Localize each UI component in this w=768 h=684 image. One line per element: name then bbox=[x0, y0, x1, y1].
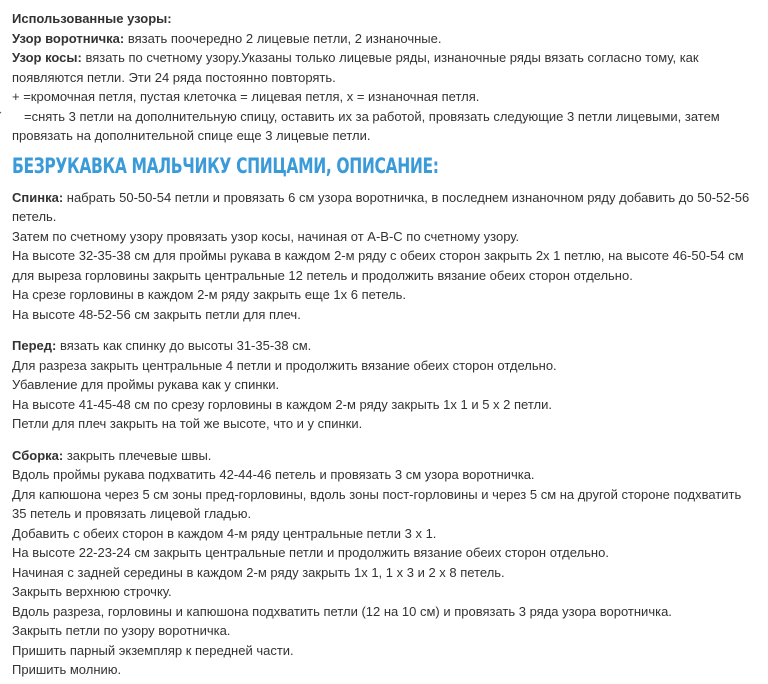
article-body bbox=[12, 9, 757, 680]
collar-pattern bbox=[12, 29, 757, 49]
collar-pattern-text: вязать поочередно 2 лицевые петли, 2 изнаночные. bbox=[124, 30, 442, 46]
cross-symbol-legend bbox=[0, 107, 757, 146]
assembly-label: Сборка: bbox=[12, 447, 64, 463]
assembly-first-text: закрыть плечевые швы. bbox=[63, 447, 212, 463]
back-first-line bbox=[12, 188, 757, 227]
assembly-line: Вдоль проймы рукава подхватить 42-44-46 петель и провязать 3 см узора воротничка. bbox=[12, 467, 535, 482]
front-line: Убавление для проймы рукава как у спинки. bbox=[12, 377, 280, 392]
assembly-line: Пришить молнию. bbox=[12, 662, 122, 677]
braid-pattern bbox=[12, 48, 757, 87]
assembly-line: Закрыть верхнюю строчку. bbox=[12, 584, 172, 599]
cross-symbol-text: =снять 3 петли на дополнительную спицу, оставить их за работой, провязать следующие 3 петли лицевыми, затем провязать на дополнительной спице еще 3 лицевые петли. bbox=[12, 108, 720, 143]
assembly-line: Для капюшона через 5 см зоны пред-горловины, вдоль зоны пост-горловины и через 5 см на другой стороне подхватить 35 петель и провязать лицевой гладью. bbox=[12, 486, 742, 521]
braid-pattern-label: Узор косы: bbox=[12, 50, 82, 65]
assembly-line: Начиная с задней середины в каждом 2-м ряду закрыть 1x 1, 1 x 3 и 2 x 8 петель. bbox=[12, 564, 505, 580]
assembly-line: Вдоль разреза, горловины и капюшона подхватить петли (12 на 10 см) и провязать 3 ряда узора воротничка. bbox=[12, 603, 672, 619]
back-first-text: набрать 50-50-54 петли и провязать 6 см узора воротничка, в последнем изнаночном ряду добавить до 50-52-56 петель. bbox=[12, 189, 750, 224]
front-label: Перед: bbox=[12, 338, 57, 353]
symbol-legend: + =кромочная петля, пустая клеточка = лицевая петля, x = изнаночная петля. bbox=[12, 89, 480, 104]
front-line: На высоте 41-45-48 см по срезу горловины в каждом 2-м ряду закрыть 1x 1 и 5 x 2 петли. bbox=[12, 396, 552, 412]
spacer bbox=[12, 324, 757, 336]
back-line: На высоте 32-35-38 см для проймы рукава в каждом 2-м ряду с обеих сторон закрыть 2x 1 петлю, на высоте 46-50-54 см для выреза горловины закрыть центральные 12 петель и продолжить вязание обеих сторон отдельно. bbox=[12, 248, 744, 283]
assembly-line: Закрыть петли по узору воротничка. bbox=[12, 623, 231, 638]
spacer bbox=[12, 434, 757, 446]
back-line: На срезе горловины в каждом 2-м ряду закрыть еще 1x 6 петель. bbox=[12, 287, 407, 302]
back-line: Затем по счетному узору провязать узор косы, начиная от A-B-C по счетному узору. bbox=[12, 228, 520, 244]
braid-pattern-text: вязать по счетному узору.Указаны только лицевые ряды, изнаночные ряды вязать согласно тому, как появляются петли. Эти 24 ряда постоянно повторять. bbox=[12, 50, 699, 85]
front-line: Петли для плеч закрыть на той же высоте, что и у спинки. bbox=[12, 416, 363, 431]
diagonal-slash-icon bbox=[0, 111, 2, 119]
patterns-title: Использованные узоры: bbox=[12, 11, 172, 26]
assembly-line: На высоте 22-23-24 см закрыть центральные петли и продолжить вязание обеих сторон отдельно. bbox=[12, 545, 609, 560]
front-first-line bbox=[12, 336, 757, 356]
collar-pattern-label: Узор воротничка: bbox=[12, 30, 125, 46]
assembly-first-line bbox=[12, 446, 757, 466]
assembly-line: Добавить с обеих сторон в каждом 4-м ряду центральные петли 3 x 1. bbox=[12, 525, 437, 541]
front-first-text: вязать как спинку до высоты 31-35-38 см. bbox=[56, 338, 312, 353]
back-line: На высоте 48-52-56 см закрыть петли для плеч. bbox=[12, 306, 301, 322]
assembly-line: Пришить парный экземпляр к передней части. bbox=[12, 642, 294, 658]
page-heading: БЕЗРУКАВКА МАЛЬЧИКУ СПИЦАМИ, ОПИСАНИЕ: bbox=[12, 153, 439, 178]
front-line: Для разреза закрыть центральные 4 петли и продолжить вязание обеих сторон отдельно. bbox=[12, 357, 557, 373]
back-label: Спинка: bbox=[12, 189, 64, 205]
